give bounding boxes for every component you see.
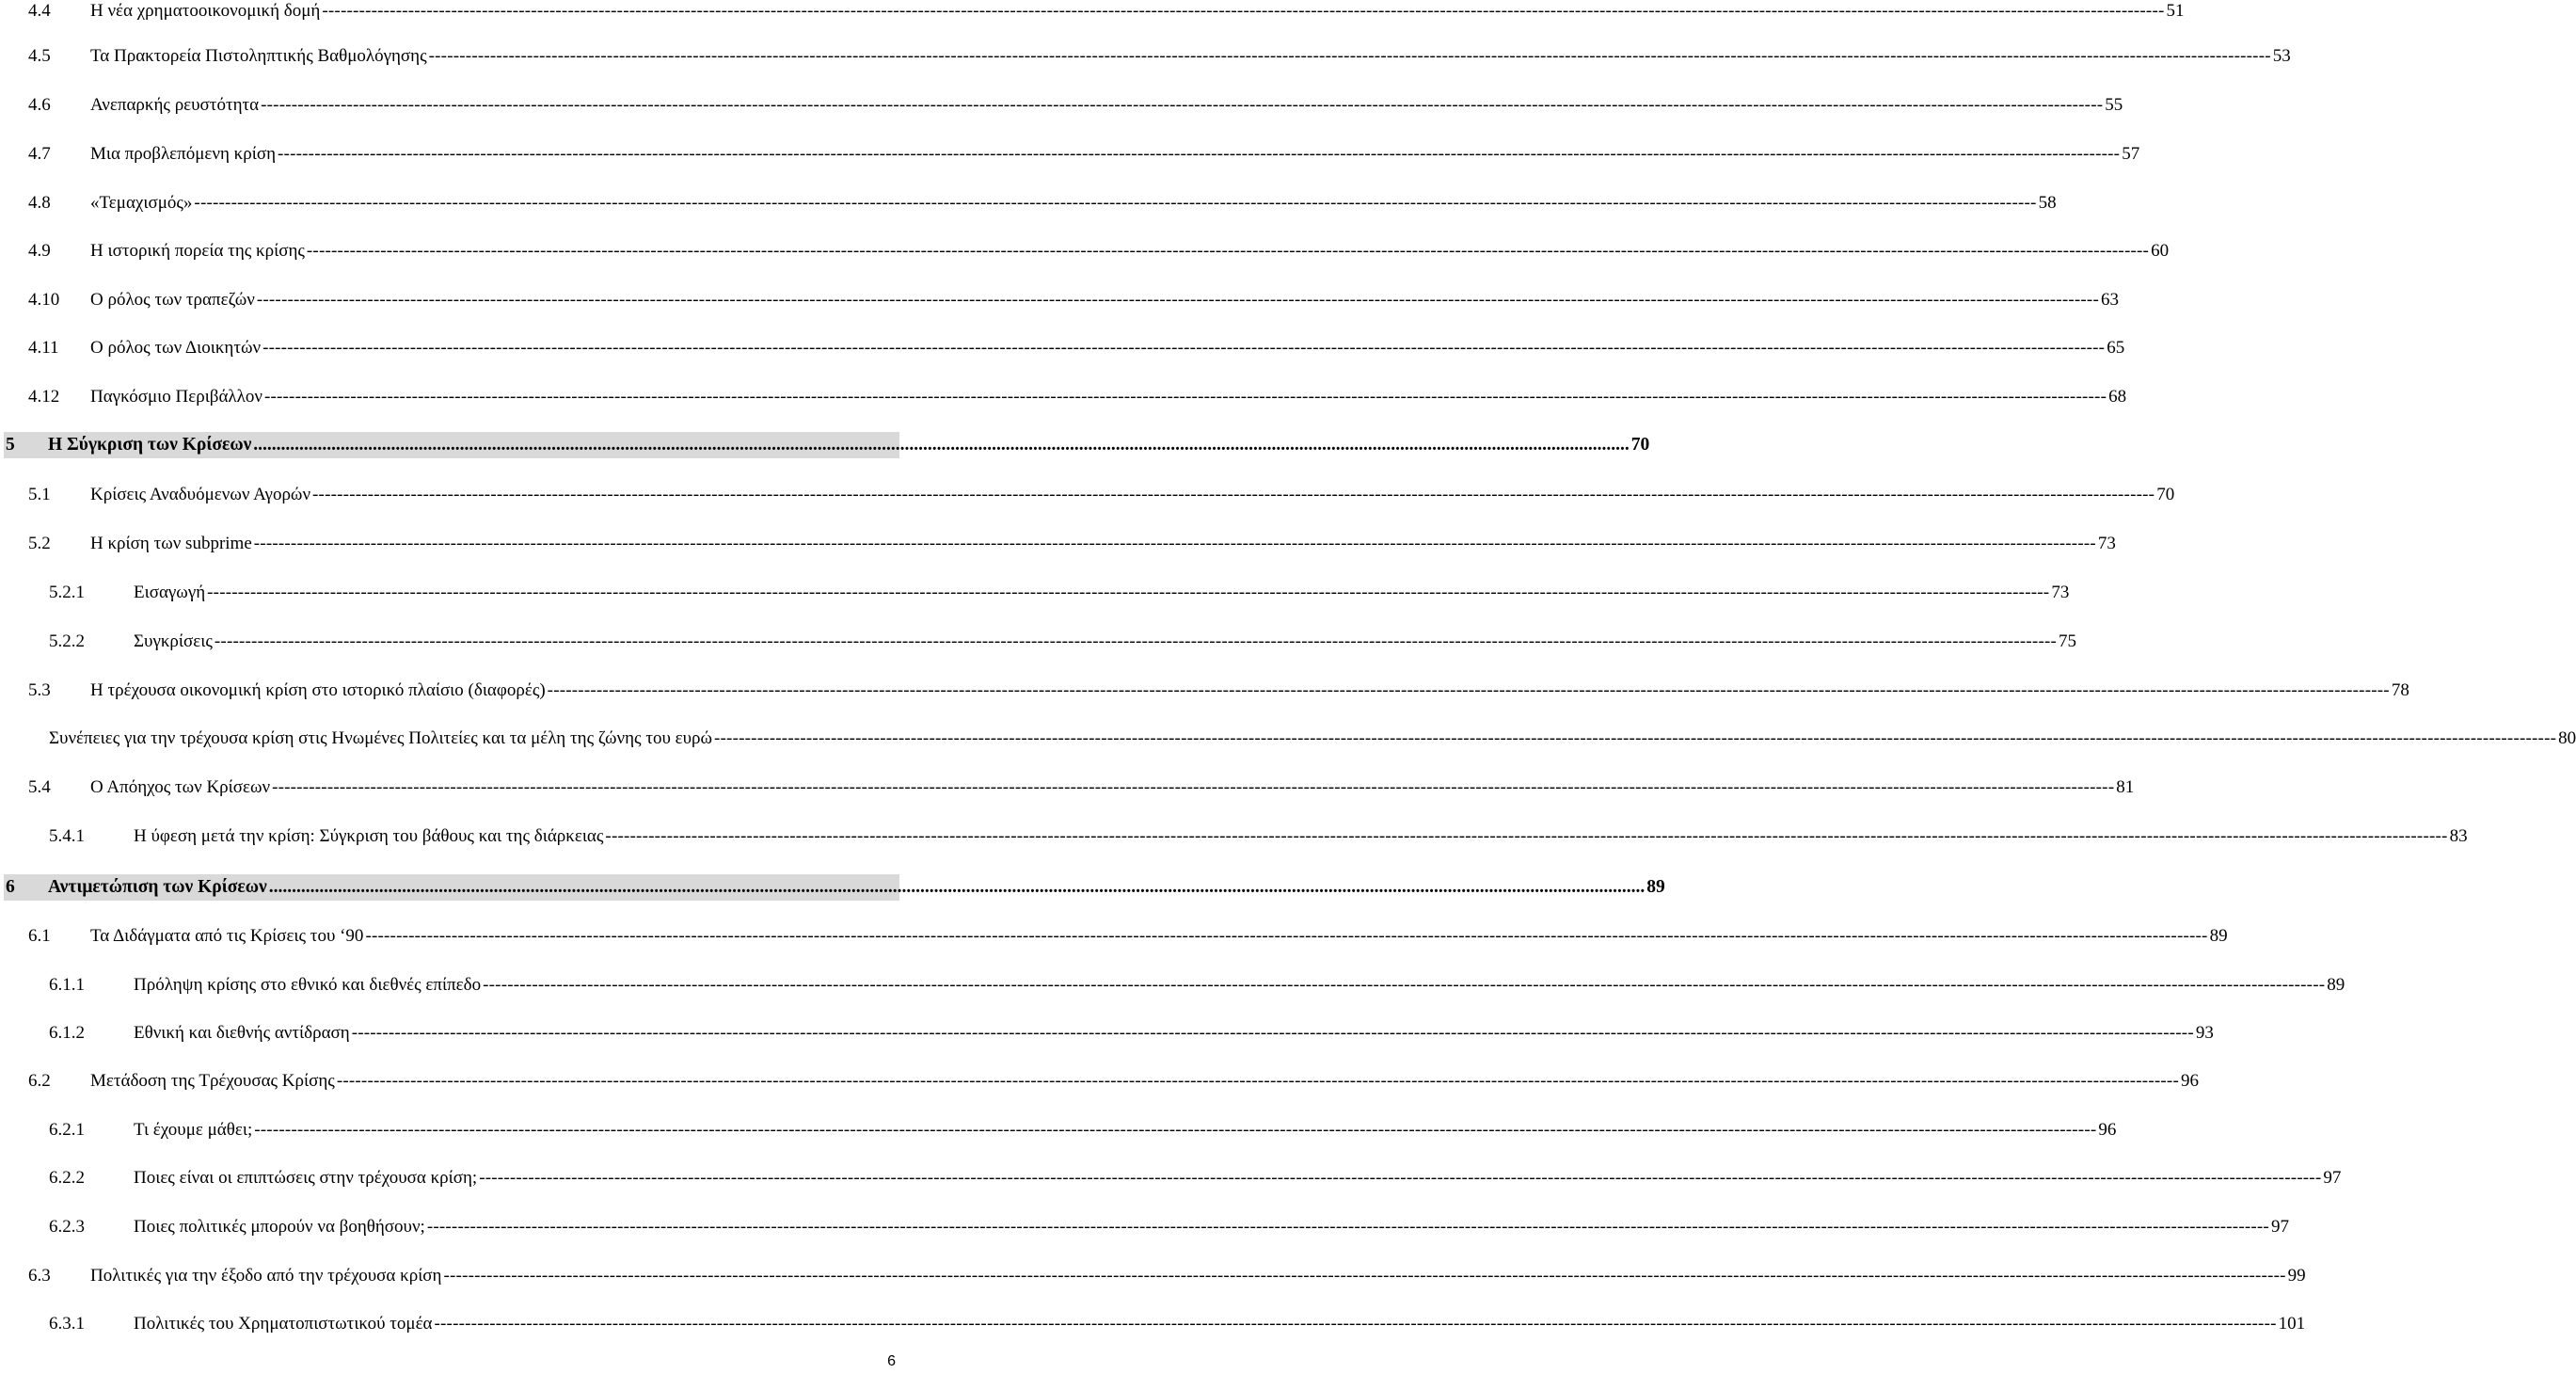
toc-leader-dots: ------------------------------------------------------------------------------------------------------------------------------------------------------------------------------------------------------------------------------------------------------------------------------------------------------------ bbox=[253, 534, 2096, 553]
toc-entry-title: Ο ρόλος των Διοικητών bbox=[90, 338, 262, 358]
toc-leader-dots: ............................................................................................................................................................................................................................................................................................................ bbox=[268, 877, 1646, 897]
toc-entry-number: 6.3 bbox=[28, 1266, 51, 1286]
toc-entry-title: Πολιτικές για την έξοδο από την τρέχουσα κρίση bbox=[90, 1266, 442, 1286]
toc-leader-dots: ............................................................................................................................................................................................................................................................................................................ bbox=[253, 435, 1630, 455]
toc-entry[interactable] bbox=[28, 143, 2140, 166]
toc-leader-dots: ------------------------------------------------------------------------------------------------------------------------------------------------------------------------------------------------------------------------------------------------------------------------------------------------------------ bbox=[262, 338, 2106, 358]
toc-entry-page: 73 bbox=[2051, 583, 2070, 602]
toc-entry-page: 78 bbox=[2391, 680, 2409, 700]
toc-leader-dots: ------------------------------------------------------------------------------------------------------------------------------------------------------------------------------------------------------------------------------------------------------------------------------------------------------------ bbox=[479, 1168, 2322, 1188]
toc-entry-title: Αντιμετώπιση των Κρίσεων bbox=[48, 877, 267, 897]
toc-leader-dots: ------------------------------------------------------------------------------------------------------------------------------------------------------------------------------------------------------------------------------------------------------------------------------------------------------------ bbox=[428, 46, 2271, 66]
toc-entry-title: Ο ρόλος των τραπεζών bbox=[90, 290, 255, 310]
toc-leader-dots: ------------------------------------------------------------------------------------------------------------------------------------------------------------------------------------------------------------------------------------------------------------------------------------------------------------ bbox=[426, 1217, 2269, 1237]
toc-leader-dots: ------------------------------------------------------------------------------------------------------------------------------------------------------------------------------------------------------------------------------------------------------------------------------------------------------------ bbox=[351, 1023, 2194, 1043]
toc-entry-title: Ανεπαρκής ρευστότητα bbox=[90, 95, 260, 115]
toc-entry[interactable] bbox=[49, 582, 2070, 604]
toc-entry-page: 55 bbox=[2105, 95, 2123, 115]
toc-entry-number: 4.4 bbox=[28, 1, 51, 21]
page-number: 6 bbox=[887, 1353, 896, 1369]
toc-entry-number: 5.1 bbox=[28, 485, 51, 504]
toc-entry-title: Μετάδοση της Τρέχουσας Κρίσης bbox=[90, 1071, 335, 1091]
toc-entry-title: Η ιστορική πορεία της κρίσης bbox=[90, 241, 305, 261]
toc-entry[interactable] bbox=[49, 1313, 2306, 1335]
toc-leader-dots: ------------------------------------------------------------------------------------------------------------------------------------------------------------------------------------------------------------------------------------------------------------------------------------------------------------ bbox=[278, 144, 2121, 164]
toc-entry-page: 57 bbox=[2122, 144, 2140, 164]
toc-entry-title: Συνέπειες για την τρέχουσα κρίση στις Ηνωμένες Πολιτείες και τα μέλη της ζώνης του ευρώ bbox=[49, 728, 712, 748]
toc-entry-page: 53 bbox=[2272, 46, 2291, 66]
toc-entry[interactable] bbox=[28, 925, 2228, 948]
toc-entry-title: Πολιτικές του Χρηματοπιστωτικού τομέα bbox=[134, 1314, 433, 1334]
toc-entry-title: Εισαγωγή bbox=[134, 583, 206, 602]
toc-entry-title: Η τρέχουσα οικονομική κρίση στο ιστορικό πλαίσιο (διαφορές) bbox=[90, 680, 546, 700]
toc-entry[interactable] bbox=[49, 1119, 2117, 1142]
toc-leader-dots: ------------------------------------------------------------------------------------------------------------------------------------------------------------------------------------------------------------------------------------------------------------------------------------------------------------ bbox=[434, 1314, 2277, 1334]
toc-entry-number: 4.8 bbox=[28, 193, 51, 213]
toc-leader-dots: ------------------------------------------------------------------------------------------------------------------------------------------------------------------------------------------------------------------------------------------------------------------------------------------------------------ bbox=[261, 95, 2104, 115]
toc-entry-title: Εθνική και διεθνής αντίδραση bbox=[134, 1023, 350, 1043]
toc-entry-title: Κρίσεις Αναδυόμενων Αγορών bbox=[90, 485, 311, 504]
toc-entry[interactable] bbox=[49, 1022, 2214, 1045]
toc-leader-dots: ------------------------------------------------------------------------------------------------------------------------------------------------------------------------------------------------------------------------------------------------------------------------------------------------------------ bbox=[714, 728, 2557, 748]
toc-entry-title: Πρόληψη κρίσης στο εθνικό και διεθνές επίπεδο bbox=[134, 975, 482, 995]
toc-leader-dots: ------------------------------------------------------------------------------------------------------------------------------------------------------------------------------------------------------------------------------------------------------------------------------------------------------------ bbox=[214, 631, 2058, 651]
toc-leader-dots: ------------------------------------------------------------------------------------------------------------------------------------------------------------------------------------------------------------------------------------------------------------------------------------------------------------ bbox=[547, 680, 2390, 700]
toc-entry-page: 96 bbox=[2180, 1071, 2199, 1091]
toc-entry[interactable] bbox=[49, 974, 2345, 997]
toc-leader-dots: ------------------------------------------------------------------------------------------------------------------------------------------------------------------------------------------------------------------------------------------------------------------------------------------------------------ bbox=[336, 1071, 2179, 1091]
toc-leader-dots: ------------------------------------------------------------------------------------------------------------------------------------------------------------------------------------------------------------------------------------------------------------------------------------------------------------ bbox=[306, 241, 2150, 261]
toc-entry-page: 89 bbox=[2209, 926, 2228, 946]
toc-entry[interactable] bbox=[28, 386, 2127, 408]
toc-entry-page: 97 bbox=[2270, 1217, 2289, 1237]
toc-entry-number: 4.7 bbox=[28, 144, 51, 164]
toc-entry[interactable] bbox=[49, 631, 2077, 653]
toc-leader-dots: ------------------------------------------------------------------------------------------------------------------------------------------------------------------------------------------------------------------------------------------------------------------------------------------------------------ bbox=[322, 1, 2165, 21]
toc-entry-number: 5.2 bbox=[28, 534, 51, 553]
toc-entry[interactable] bbox=[28, 337, 2125, 359]
toc-entry-page: 68 bbox=[2108, 387, 2127, 407]
toc-leader-dots: ------------------------------------------------------------------------------------------------------------------------------------------------------------------------------------------------------------------------------------------------------------------------------------------------------------ bbox=[256, 290, 2099, 310]
toc-entry-page: 80 bbox=[2558, 728, 2576, 748]
toc-entry-title: Συγκρίσεις bbox=[134, 631, 213, 651]
toc-entry[interactable] bbox=[28, 1070, 2199, 1093]
toc-entry[interactable] bbox=[49, 1216, 2289, 1238]
toc-leader-dots: ------------------------------------------------------------------------------------------------------------------------------------------------------------------------------------------------------------------------------------------------------------------------------------------------------------ bbox=[263, 387, 2107, 407]
toc-entry-number: 6.3.1 bbox=[49, 1314, 85, 1334]
toc-entry[interactable] bbox=[28, 0, 2185, 23]
toc-leader-dots: ------------------------------------------------------------------------------------------------------------------------------------------------------------------------------------------------------------------------------------------------------------------------------------------------------------ bbox=[312, 485, 2155, 504]
toc-entry-number: 5.4 bbox=[28, 777, 51, 797]
toc-entry-page: 83 bbox=[2449, 826, 2468, 846]
toc-leader-dots: ------------------------------------------------------------------------------------------------------------------------------------------------------------------------------------------------------------------------------------------------------------------------------------------------------------ bbox=[207, 583, 2050, 602]
toc-entry-page: 65 bbox=[2107, 338, 2125, 358]
toc-leader-dots: ------------------------------------------------------------------------------------------------------------------------------------------------------------------------------------------------------------------------------------------------------------------------------------------------------------ bbox=[272, 777, 2115, 797]
toc-entry-number: 5.2.1 bbox=[49, 583, 85, 602]
toc-entry-title: Η Σύγκριση των Κρίσεων bbox=[48, 435, 252, 455]
toc-entry-number: 5.3 bbox=[28, 680, 51, 700]
toc-entry-number: 4.5 bbox=[28, 46, 51, 66]
toc-entry-number: 4.6 bbox=[28, 95, 51, 115]
toc-entry-number: 6.2.1 bbox=[49, 1120, 85, 1140]
toc-entry[interactable] bbox=[28, 192, 2057, 215]
toc-entry[interactable] bbox=[28, 484, 2175, 506]
toc-entry[interactable] bbox=[49, 825, 2468, 848]
toc-leader-dots: ------------------------------------------------------------------------------------------------------------------------------------------------------------------------------------------------------------------------------------------------------------------------------------------------------------ bbox=[254, 1120, 2097, 1140]
toc-entry[interactable] bbox=[28, 1265, 2306, 1287]
toc-entry-title: Η ύφεση μετά την κρίση: Σύγκριση του βάθους και της διάρκειας bbox=[134, 826, 604, 846]
toc-leader-dots: ------------------------------------------------------------------------------------------------------------------------------------------------------------------------------------------------------------------------------------------------------------------------------------------------------------ bbox=[483, 975, 2326, 995]
toc-entry-number: 6 bbox=[6, 877, 15, 897]
toc-entry[interactable] bbox=[49, 727, 2576, 750]
toc-entry-number: 4.11 bbox=[28, 338, 59, 358]
toc-entry-page: 73 bbox=[2097, 534, 2116, 553]
toc-entry-number: 4.9 bbox=[28, 241, 51, 261]
toc-entry-page: 101 bbox=[2278, 1314, 2306, 1334]
toc-leader-dots: ------------------------------------------------------------------------------------------------------------------------------------------------------------------------------------------------------------------------------------------------------------------------------------------------------------ bbox=[194, 193, 2037, 213]
toc-entry-title: Ποιες είναι οι επιπτώσεις στην τρέχουσα κρίση; bbox=[134, 1168, 478, 1188]
toc-entry-page: 70 bbox=[2156, 485, 2175, 504]
toc-leader-dots: ------------------------------------------------------------------------------------------------------------------------------------------------------------------------------------------------------------------------------------------------------------------------------------------------------------ bbox=[365, 926, 2208, 946]
toc-entry-number: 4.10 bbox=[28, 290, 60, 310]
toc-entry-number: 6.2 bbox=[28, 1071, 51, 1091]
toc-entry[interactable] bbox=[49, 1167, 2342, 1190]
toc-entry-title: Ο Απόηχος των Κρίσεων bbox=[90, 777, 271, 797]
toc-entry[interactable] bbox=[28, 776, 2135, 799]
toc-entry-number: 6.2.3 bbox=[49, 1217, 85, 1237]
toc-entry[interactable] bbox=[28, 240, 2170, 263]
toc-entry-title: Η κρίση των subprime bbox=[90, 534, 252, 553]
toc-leader-dots: ------------------------------------------------------------------------------------------------------------------------------------------------------------------------------------------------------------------------------------------------------------------------------------------------------------ bbox=[443, 1266, 2286, 1286]
toc-entry-title: «Τεμαχισμός» bbox=[90, 193, 193, 213]
toc-entry-number: 6.2.2 bbox=[49, 1168, 85, 1188]
toc-entry-title: Ποιες πολιτικές μπορούν να βοηθήσουν; bbox=[134, 1217, 425, 1237]
toc-entry-page: 89 bbox=[2327, 975, 2345, 995]
toc-entry-page: 60 bbox=[2151, 241, 2170, 261]
toc-entry-number: 5 bbox=[6, 435, 15, 455]
toc-entry-page: 96 bbox=[2098, 1120, 2117, 1140]
toc-entry-page: 97 bbox=[2323, 1168, 2342, 1188]
toc-entry-page: 99 bbox=[2287, 1266, 2306, 1286]
toc-entry[interactable] bbox=[28, 679, 2409, 702]
toc-entry-page: 63 bbox=[2101, 290, 2119, 310]
toc-chapter-entry[interactable] bbox=[4, 874, 1665, 901]
toc-entry-page: 81 bbox=[2116, 777, 2135, 797]
toc-entry[interactable] bbox=[28, 45, 2291, 68]
toc-entry-page: 93 bbox=[2195, 1023, 2214, 1043]
toc-entry-number: 5.4.1 bbox=[49, 826, 85, 846]
toc-entry-title: Τα Διδάγματα από τις Κρίσεις του ‘90 bbox=[90, 926, 364, 946]
toc-entry-page: 58 bbox=[2038, 193, 2057, 213]
toc-chapter-entry[interactable] bbox=[4, 432, 1650, 458]
toc-entry-title: Η νέα χρηματοοικονομική δομή bbox=[90, 1, 321, 21]
toc-entry-page: 51 bbox=[2166, 1, 2185, 21]
toc-entry-page: 89 bbox=[1646, 877, 1665, 897]
toc-entry-page: 70 bbox=[1630, 435, 1650, 455]
toc-entry-title: Τι έχουμε μάθει; bbox=[134, 1120, 253, 1140]
toc-entry[interactable] bbox=[28, 289, 2119, 312]
toc-entry-title: Μια προβλεπόμενη κρίση bbox=[90, 144, 277, 164]
toc-entry-title: Παγκόσμιο Περιβάλλον bbox=[90, 387, 262, 407]
toc-entry-page: 75 bbox=[2059, 631, 2077, 651]
toc-leader-dots: ------------------------------------------------------------------------------------------------------------------------------------------------------------------------------------------------------------------------------------------------------------------------------------------------------------ bbox=[605, 826, 2448, 846]
toc-entry-number: 4.12 bbox=[28, 387, 60, 407]
toc-entry-number: 6.1 bbox=[28, 926, 51, 946]
toc-entry-number: 6.1.1 bbox=[49, 975, 85, 995]
toc-entry[interactable] bbox=[28, 94, 2123, 117]
toc-entry-number: 6.1.2 bbox=[49, 1023, 85, 1043]
toc-entry-number: 5.2.2 bbox=[49, 631, 85, 651]
toc-entry[interactable] bbox=[28, 533, 2116, 555]
toc-entry-title: Τα Πρακτορεία Πιστοληπτικής Βαθμολόγησης bbox=[90, 46, 427, 66]
